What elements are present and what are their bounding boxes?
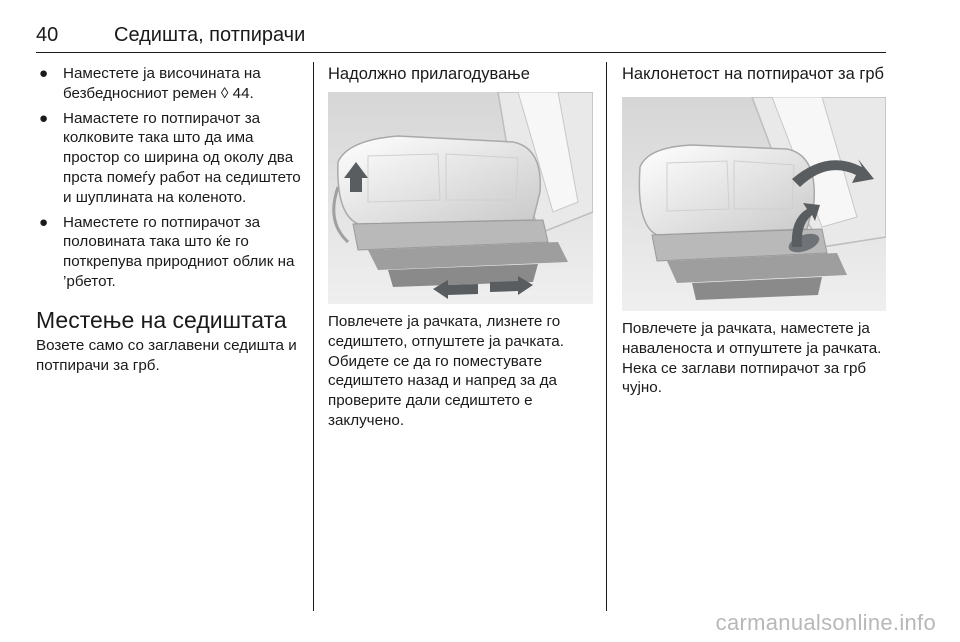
section-text: Возете само со заглавени седишта и потпирачи за грб. bbox=[36, 336, 297, 374]
longitudinal-adjustment-text: Повлечете ја рачката, лизнете го седиштето, отпуштете ја рачката. Обидете се да го поместувате седиштето назад и напред за да проверите дали седиштето е заклучено. bbox=[328, 313, 564, 429]
backrest-inclination-heading: Наклонетост на потпирачот за грб bbox=[622, 65, 885, 83]
bullet-marker: ● bbox=[39, 213, 49, 231]
page-number: 40 bbox=[36, 24, 59, 46]
list-item bbox=[36, 64, 304, 104]
section-heading: Местење на седиштата bbox=[36, 306, 287, 333]
bullet-text: Намастете го потпирачот за колковите така што да има простор со ширина од околу два прста помеѓу работ на седиштето и шуплината на коленото. bbox=[63, 109, 301, 206]
backrest-inclination-text: Повлечете ја рачката, наместете ја наваленоста и отпуштете ја рачката. Нека се заглави потпирачот за грб чујно. bbox=[622, 320, 882, 397]
list-item bbox=[36, 109, 304, 208]
page-title: Седишта, потпирачи bbox=[114, 24, 306, 46]
watermark: carmanualsonline.info bbox=[715, 610, 936, 635]
bullet-text: Наместете го потпирачот за половината така што ќе го поткрепува природниот облик на ’рбетот. bbox=[63, 213, 295, 290]
bullet-text: Наместете ја височината на безбедносниот ремен ◊ 44. bbox=[63, 65, 261, 102]
list-item bbox=[36, 213, 304, 292]
bullet-marker: ● bbox=[39, 65, 49, 82]
longitudinal-adjustment-heading: Надолжно прилагодување bbox=[328, 65, 530, 83]
column-middle bbox=[328, 64, 593, 431]
bullet-marker: ● bbox=[39, 109, 49, 127]
page-header bbox=[36, 20, 886, 53]
backrest-tilt-illustration bbox=[622, 97, 886, 311]
column-right bbox=[622, 64, 890, 398]
column-divider-2 bbox=[606, 62, 607, 611]
bullet-list bbox=[36, 64, 304, 292]
column-left bbox=[36, 64, 304, 375]
column-divider-1 bbox=[313, 62, 314, 611]
seat-slide-illustration bbox=[328, 92, 593, 304]
